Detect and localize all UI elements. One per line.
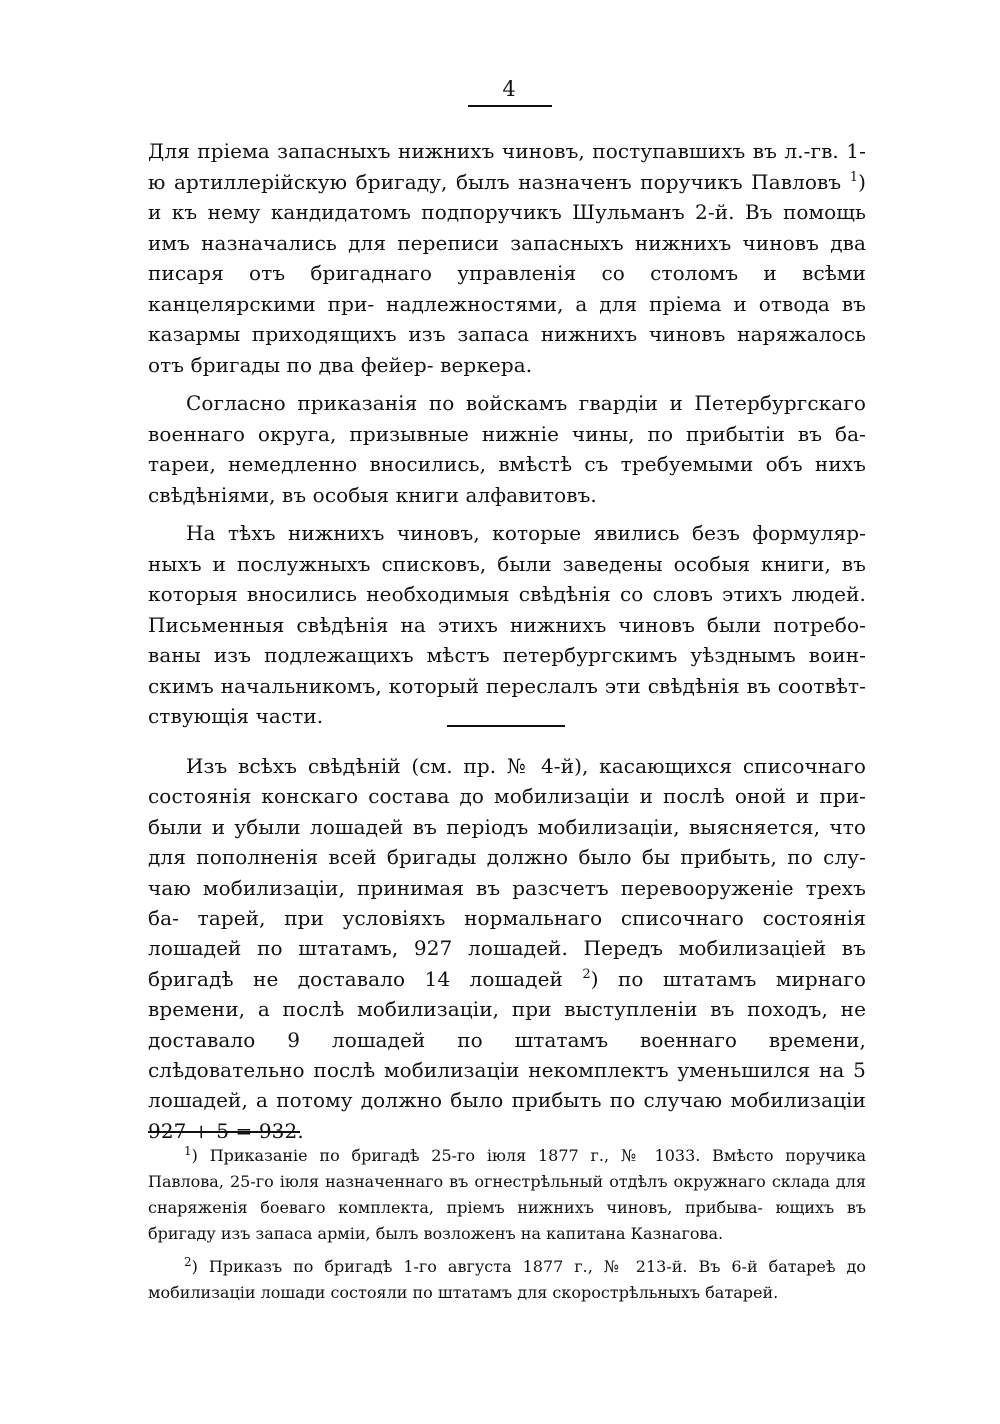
- text-line: надлежностями, а для пріема и отвода въ казармы приходящихъ: [148, 291, 866, 346]
- text-line: къ нему кандидатомъ подпоручикъ Шульманъ 2-й. Въ помощь имъ: [148, 200, 866, 255]
- text-line: веркера.: [440, 352, 533, 377]
- footnote-ref: 1: [849, 169, 859, 185]
- footnote-2: [148, 1254, 866, 1306]
- text-line: доставало 14 лошадей: [297, 966, 563, 991]
- text-line: мобилизаціи, при выступленіи въ походъ, не доставало 9 лошадей: [148, 997, 867, 1052]
- text-line: некомплектъ уменьшился на 5 лошадей, а потому должно было: [148, 1058, 866, 1113]
- text-line: для пополненія всей бригады должно было бы прибыть, по слу-: [148, 845, 866, 870]
- text-line: которыя вносились необходимыя свѣдѣнія со словъ этихъ людей.: [148, 582, 866, 606]
- text-line: прибыть по случаю мобилизаціи 927 + 5 = 932.: [148, 1088, 866, 1143]
- page-number-rule: [468, 105, 552, 107]
- text-line: военнаго округа, призывные нижніе чины, по прибытіи въ ба-: [148, 421, 866, 446]
- text-line: были и убыли лошадей въ періодъ мобилизаціи, выясняется, что: [148, 814, 866, 839]
- text-line: Для пріема запасныхъ нижнихъ чиновъ, поступавшихъ въ л.-гв. 1-ю: [148, 139, 866, 194]
- text-line: тареи, немедленно вносились, вмѣстѣ съ требуемыми объ нихъ: [148, 452, 866, 476]
- text-line: Согласно приказанія по войскамъ гвардіи и Петербургскаго: [186, 391, 866, 415]
- footnote-ref: 2: [582, 966, 591, 982]
- footnotes: [148, 1143, 866, 1306]
- page-number: 4: [502, 77, 516, 101]
- text-line: ) и: [148, 169, 866, 224]
- text-line: Изъ всѣхъ свѣдѣній (см. пр. № 4-й), касающихся списочнаго: [186, 754, 866, 778]
- paragraph-3: [148, 518, 866, 732]
- text-line: скимъ начальникомъ, который переслалъ эти свѣдѣнія въ соотвѣт-: [148, 673, 866, 698]
- paragraph-1: [148, 136, 866, 380]
- text-line: состоянія конскаго состава до мобилизаціи и послѣ оной и при-: [148, 784, 866, 809]
- text-line: до мобилизаціи лошади состояли по штатамъ для скорострѣльныхъ батарей.: [148, 1257, 866, 1302]
- section-divider: [447, 725, 565, 727]
- text-line: по штатамъ военнаго времени, слѣдовательно послѣ мобилизаціи: [148, 1027, 866, 1083]
- text-line: склада для снаряженія боеваго комплекта, пріемъ нижнихъ чиновъ, прибыва-: [148, 1172, 866, 1217]
- text-line: ющихъ въ бригаду изъ запаса арміи, былъ возложенъ на капитана Казнагова.: [148, 1198, 867, 1243]
- text-line: чаю мобилизаціи, принимая въ разсчетъ перевооруженіе трехъ ба-: [148, 875, 866, 931]
- text-line: ) по штатамъ мирнаго времени, а послѣ: [148, 966, 866, 1022]
- paragraph-4: [148, 751, 866, 1146]
- text-line: На тѣхъ нижнихъ чиновъ, которые явились безъ формуляр-: [186, 521, 866, 545]
- footnote-mark: 1: [184, 1144, 192, 1158]
- text-line: отъ бригаднаго управленія со столомъ и всѣми канцелярскими при-: [148, 261, 866, 316]
- text-line: ваны изъ подлежащихъ мѣстъ петербургскимъ уѣзднымъ воин-: [148, 643, 866, 667]
- text-line: артиллерійскую бригаду, былъ назначенъ поручикъ Павловъ: [174, 169, 842, 194]
- text-line: Павлова, 25-го іюля назначеннаго въ огнестрѣльный отдѣлъ окружнаго: [148, 1172, 766, 1191]
- text-line: ) Приказаніе по бригадѣ 25-го іюля 1877 г., № 1033. Вмѣсто поручика: [191, 1146, 866, 1165]
- text-line: по штатамъ, 927 лошадей. Передъ мобилизаціей въ бригадѣ не: [148, 936, 866, 991]
- paragraph-2: [148, 388, 866, 510]
- section-2: [148, 751, 866, 1146]
- footnote-mark: 2: [184, 1255, 192, 1269]
- text-line: свѣдѣніями, въ особыя книги алфавитовъ.: [148, 482, 597, 507]
- text-line: ствующія части.: [148, 704, 324, 728]
- text-line: ныхъ и послужныхъ списковъ, были заведены особыя книги, въ: [148, 551, 866, 576]
- text-line: изъ запаса нижнихъ чиновъ наряжалось отъ бригады по два фейер-: [148, 322, 866, 377]
- section-1: [148, 136, 866, 732]
- text-line: ) Приказъ по бригадѣ 1-го августа 1877 г., № 213-й. Въ 6-й батареѣ: [191, 1257, 836, 1276]
- footnote-divider: [148, 1131, 300, 1133]
- text-line: назначались для переписи запасныхъ нижнихъ чиновъ два писаря: [148, 230, 866, 285]
- text-line: Письменныя свѣдѣнія на этихъ нижнихъ чиновъ были потребо-: [148, 612, 866, 637]
- footnote-1: [148, 1143, 866, 1247]
- text-line: тарей, при условіяхъ нормальнаго списочнаго состоянія лошадей: [148, 906, 866, 961]
